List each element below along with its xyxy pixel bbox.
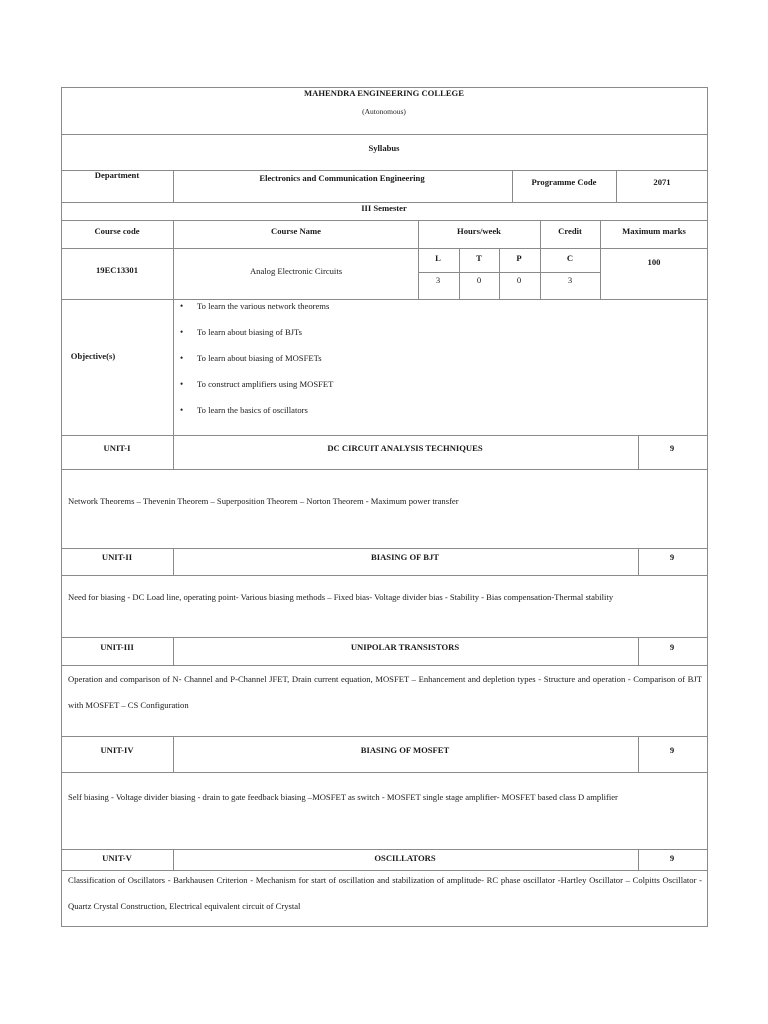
department-label: Department — [94, 170, 140, 180]
col-divider — [638, 637, 639, 665]
col-divider — [459, 248, 460, 299]
unit-content: Classification of Oscillators - Barkhausen Criterion - Mechanism for start of oscillation and stabilization of amplitude- RC phase oscillator -Hartley Oscillator – Colpitts Oscillator - Quartz Crystal Construction, Electrical equivalent circuit of Crystal — [68, 875, 702, 911]
objective-item: • To learn about biasing of MOSFETs — [177, 353, 627, 379]
course-name-value: Analog Electronic Circuits — [249, 266, 343, 276]
department-value: Electronics and Communication Engineering — [259, 173, 425, 183]
row-divider — [61, 548, 708, 549]
tutorial-header: T — [476, 253, 482, 263]
maximum-marks-header: Maximum marks — [622, 226, 686, 236]
col-divider — [638, 435, 639, 469]
lecture-value: 3 — [435, 275, 441, 285]
programme-code-value: 2071 — [653, 177, 671, 187]
unit-title: OSCILLATORS — [374, 853, 436, 863]
row-divider — [61, 736, 708, 737]
col-divider — [499, 248, 500, 299]
objective-item: • To construct amplifiers using MOSFET — [177, 379, 627, 405]
objective-item: • To learn about biasing of BJTs — [177, 327, 627, 353]
unit-title: BIASING OF MOSFET — [360, 745, 450, 755]
col-divider — [638, 548, 639, 575]
document-title: Syllabus — [368, 143, 400, 153]
col-divider — [173, 435, 174, 469]
col-divider — [173, 220, 174, 299]
unit-content: Operation and comparison of N- Channel and P-Channel JFET, Drain current equation, MOSFET – Enhancement and depletion types - Structure and operation - Comparison of BJT with MOSFET – CS Configuration — [68, 674, 702, 710]
row-divider — [418, 272, 600, 273]
col-divider — [173, 170, 174, 202]
unit-content: Self biasing - Voltage divider biasing - drain to gate feedback biasing –MOSFET as switch - MOSFET single stage amplifier- MOSFET based class D amplifier — [68, 792, 618, 802]
course-code-header: Course code — [94, 226, 140, 236]
col-divider — [616, 170, 617, 202]
unit-content: Need for biasing - DC Load line, operating point- Various biasing methods – Fixed bias- Voltage divider bias - Stability - Bias compensation-Thermal stability — [68, 592, 614, 602]
unit-title: BIASING OF BJT — [371, 552, 439, 562]
col-divider — [173, 736, 174, 772]
programme-code-label: Programme Code — [531, 177, 597, 187]
unit-hours: 9 — [669, 642, 675, 652]
row-divider — [61, 772, 708, 773]
row-divider — [61, 299, 708, 300]
unit-hours: 9 — [669, 443, 675, 453]
unit-hours: 9 — [669, 552, 675, 562]
course-code-value: 19EC13301 — [95, 265, 139, 275]
objective-item: • To learn the various network theorems — [177, 301, 627, 327]
col-divider — [418, 220, 419, 299]
objectives-label: Objective(s) — [70, 351, 116, 361]
unit-content: Network Theorems – Thevenin Theorem – Superposition Theorem – Norton Theorem - Maximum power transfer — [68, 496, 459, 506]
unit-title: DC CIRCUIT ANALYSIS TECHNIQUES — [327, 443, 483, 453]
row-divider — [61, 849, 708, 850]
row-divider — [61, 435, 708, 436]
col-divider — [512, 170, 513, 202]
college-status: (Autonomous) — [362, 107, 406, 116]
col-divider — [173, 548, 174, 575]
objective-item: • To learn the basics of oscillators — [177, 405, 627, 431]
unit-label: UNIT-IV — [100, 745, 134, 755]
col-divider — [600, 220, 601, 299]
row-divider — [61, 637, 708, 638]
row-divider — [61, 134, 708, 135]
col-divider — [638, 736, 639, 772]
hours-week-header: Hours/week — [457, 226, 501, 236]
col-divider — [173, 637, 174, 665]
unit-hours: 9 — [669, 853, 675, 863]
course-name-header: Course Name — [271, 226, 321, 236]
unit-title: UNIPOLAR TRANSISTORS — [350, 642, 460, 652]
maximum-marks-value: 100 — [647, 257, 661, 267]
credit-header: Credit — [558, 226, 582, 236]
col-divider — [540, 220, 541, 299]
credit-value: 3 — [567, 275, 573, 285]
practical-value: 0 — [516, 275, 522, 285]
row-divider — [61, 469, 708, 470]
unit-label: UNIT-I — [103, 443, 131, 453]
row-divider — [61, 575, 708, 576]
credit-c-header: C — [566, 253, 574, 263]
row-divider — [61, 170, 708, 171]
unit-label: UNIT-III — [100, 642, 134, 652]
semester-label: III Semester — [361, 203, 407, 213]
row-divider — [61, 248, 708, 249]
objectives-list — [177, 301, 627, 431]
row-divider — [61, 220, 708, 221]
unit-label: UNIT-II — [101, 552, 133, 562]
unit-label: UNIT-V — [102, 853, 132, 863]
practical-header: P — [516, 253, 522, 263]
lecture-header: L — [435, 253, 441, 263]
col-divider — [173, 299, 174, 435]
college-name: MAHENDRA ENGINEERING COLLEGE — [304, 88, 464, 98]
tutorial-value: 0 — [476, 275, 482, 285]
unit-hours: 9 — [669, 745, 675, 755]
